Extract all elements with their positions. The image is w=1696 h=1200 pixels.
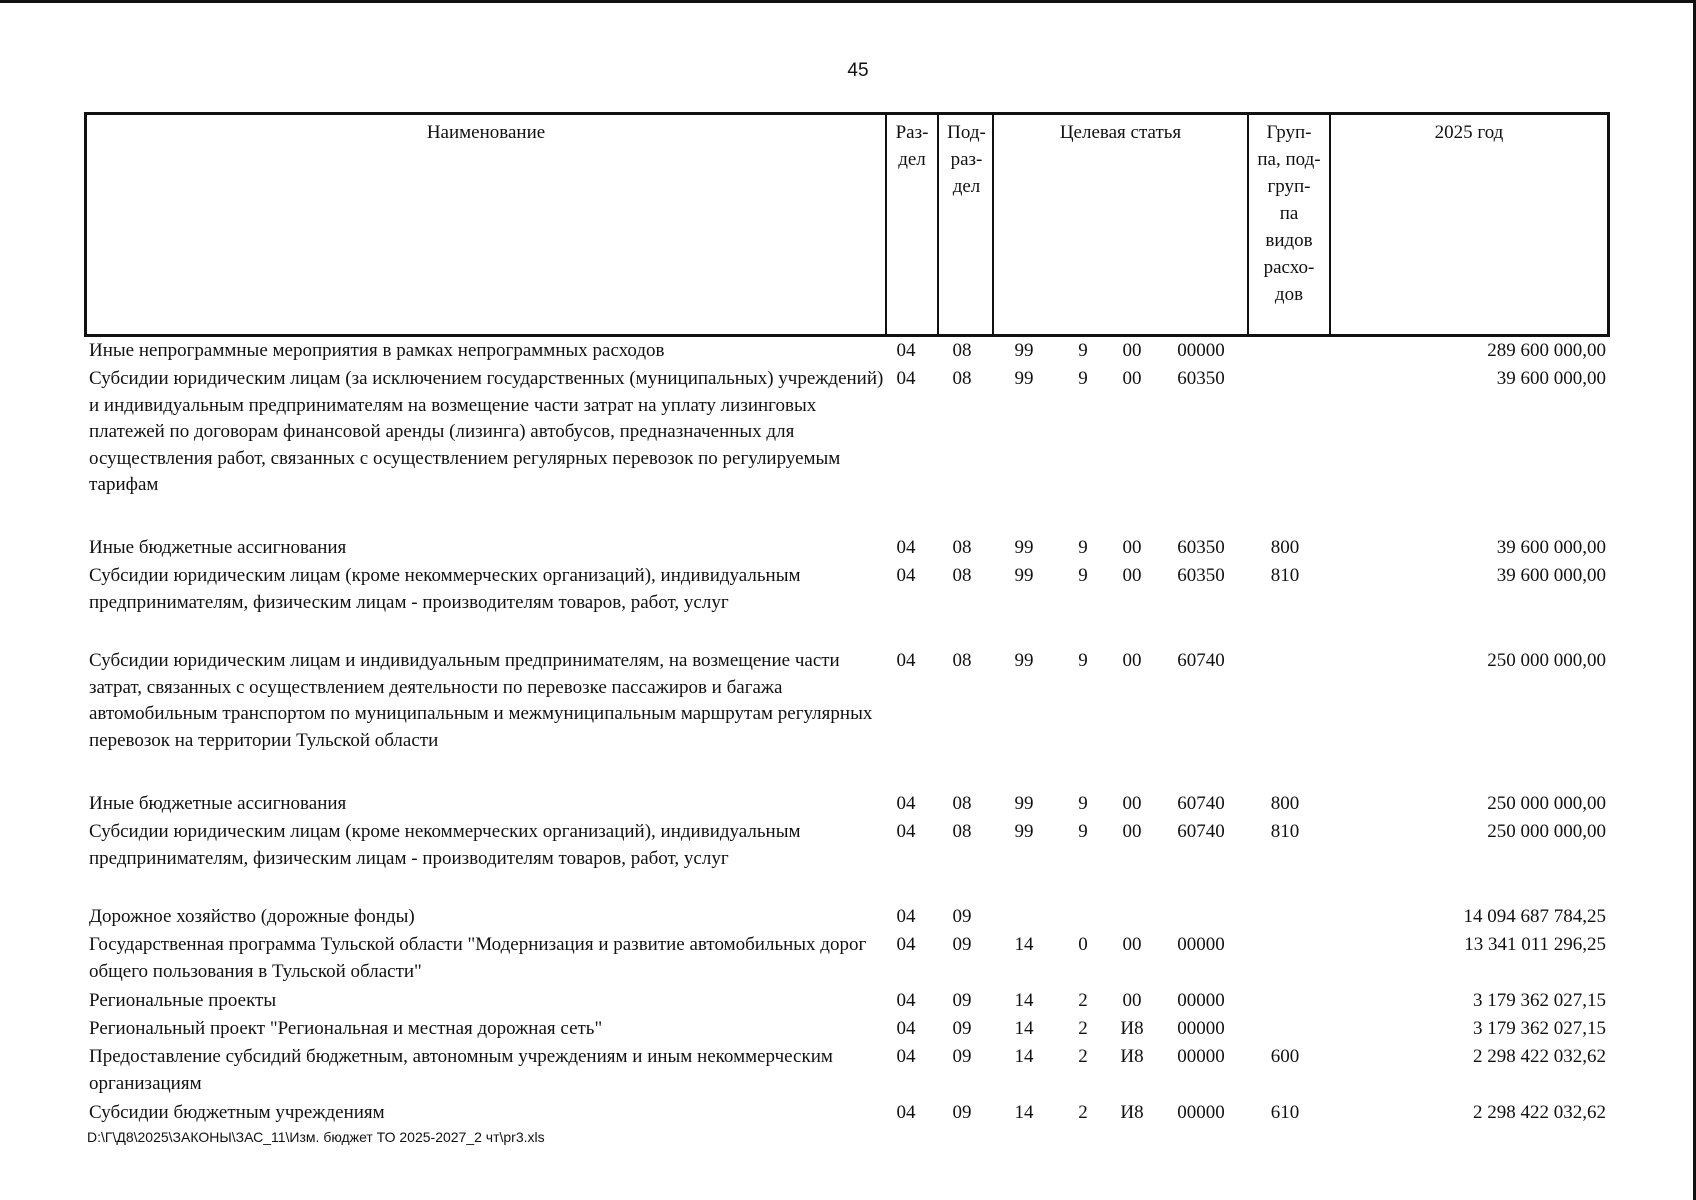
row-target-code: 00000 [1177,1102,1225,1123]
row-amount-2025: 250 000 000,00 [1487,650,1606,671]
row-podrazdel: 09 [952,906,972,927]
row-podrazdel: 09 [952,1046,972,1067]
row-name: Субсидии юридическим лицам (кроме некоммерческих организаций), индивидуальным предпринимателям, физическим лицам - производителям товаров, работ, услуг [89,821,801,869]
header-expense-group: Груп- па, под- груп- па видов расхо- дов [1249,115,1331,334]
table-header [84,112,1610,337]
row-expense-group: 810 [1270,821,1300,842]
row-target-direction: 00 [1122,368,1142,389]
row-target-direction: И8 [1120,1102,1144,1123]
row-target-code: 00000 [1177,1046,1225,1067]
header-name: Наименование [87,115,887,334]
row-amount-2025: 250 000 000,00 [1487,793,1606,814]
row-name: Иные бюджетные ассигнования [89,793,347,814]
row-expense-group: 610 [1270,1102,1300,1123]
row-amount-2025: 2 298 422 032,62 [1473,1102,1606,1123]
row-expense-group: 810 [1270,565,1300,586]
row-target-direction: 00 [1122,537,1142,558]
row-razdel: 04 [896,1018,916,1039]
row-target-direction: И8 [1120,1018,1144,1039]
row-expense-group: 600 [1270,1046,1300,1067]
row-name: Региональный проект "Региональная и местная дорожная сеть" [89,1018,603,1039]
row-target-program: 14 [1014,1102,1034,1123]
row-name: Дорожное хозяйство (дорожные фонды) [89,906,415,927]
row-target-code: 60740 [1177,793,1225,814]
row-razdel: 04 [896,793,916,814]
row-target-direction: 00 [1122,990,1142,1011]
row-target-subprogram: 9 [1078,821,1088,842]
row-razdel: 04 [896,934,916,955]
row-target-code: 00000 [1177,990,1225,1011]
row-target-program: 99 [1014,821,1034,842]
row-razdel: 04 [896,1046,916,1067]
page-number: 45 [847,60,869,81]
page-border-top [0,0,1696,3]
row-target-direction: 00 [1122,821,1142,842]
row-name: Региональные проекты [89,990,277,1011]
row-podrazdel: 09 [952,990,972,1011]
row-target-direction: 00 [1122,934,1142,955]
row-target-direction: И8 [1120,1046,1144,1067]
row-target-code: 00000 [1177,340,1225,361]
row-target-subprogram: 9 [1078,793,1088,814]
row-razdel: 04 [896,906,916,927]
row-target-code: 60740 [1177,650,1225,671]
row-name: Иные непрограммные мероприятия в рамках непрограммных расходов [89,340,665,361]
row-target-program: 14 [1014,990,1034,1011]
row-amount-2025: 39 600 000,00 [1496,565,1606,586]
row-razdel: 04 [896,565,916,586]
row-razdel: 04 [896,340,916,361]
row-target-code: 60350 [1177,537,1225,558]
row-target-subprogram: 2 [1078,1102,1088,1123]
row-target-program: 14 [1014,934,1034,955]
row-razdel: 04 [896,821,916,842]
row-target-program: 99 [1014,537,1034,558]
row-target-code: 00000 [1177,1018,1225,1039]
row-podrazdel: 09 [952,1102,972,1123]
row-target-program: 99 [1014,340,1034,361]
row-name: Иные бюджетные ассигнования [89,537,347,558]
row-name: Предоставление субсидий бюджетным, автономным учреждениям и иным некоммерческим организациям [89,1046,833,1094]
row-razdel: 04 [896,650,916,671]
row-amount-2025: 3 179 362 027,15 [1473,990,1606,1011]
row-amount-2025: 13 341 011 296,25 [1464,934,1606,955]
row-amount-2025: 289 600 000,00 [1487,340,1606,361]
row-name: Государственная программа Тульской области "Модернизация и развитие автомобильных дорог общего пользования в Тульской области" [89,934,867,982]
row-target-code: 60350 [1177,368,1225,389]
header-razdel: Раз- дел [887,115,939,334]
row-target-program: 14 [1014,1046,1034,1067]
row-amount-2025: 39 600 000,00 [1496,368,1606,389]
row-target-subprogram: 9 [1078,340,1088,361]
row-target-program: 99 [1014,565,1034,586]
row-razdel: 04 [896,1102,916,1123]
row-target-direction: 00 [1122,340,1142,361]
row-target-direction: 00 [1122,650,1142,671]
row-name: Субсидии бюджетным учреждениям [89,1102,385,1123]
row-podrazdel: 08 [952,565,972,586]
header-podrazdel: Под- раз- дел [941,115,994,334]
row-target-code: 60740 [1177,821,1225,842]
row-target-code: 60350 [1177,565,1225,586]
row-name: Субсидии юридическим лицам и индивидуальным предпринимателям, на возмещение части затрат, связанных с осуществлением деятельности по перевозке пассажиров и багажа автомобильным транспортом по муниципальным и межмуниципальным маршрутам регулярных перевозок на территории Тульской области [89,650,873,751]
row-target-subprogram: 2 [1078,1018,1088,1039]
row-target-subprogram: 9 [1078,565,1088,586]
row-amount-2025: 250 000 000,00 [1487,821,1606,842]
row-target-subprogram: 0 [1078,934,1088,955]
row-name: Субсидии юридическим лицам (за исключением государственных (муниципальных) учреждений) и индивидуальным предпринимателям на возмещение части затрат на уплату лизинговых платежей по договорам финансовой аренды (лизинга) автобусов, предназначенных для осуществления работ, связанных с осуществлением регулярных перевозок по регулируемым тарифам [89,368,884,495]
row-podrazdel: 08 [952,368,972,389]
row-target-code: 00000 [1177,934,1225,955]
row-podrazdel: 08 [952,821,972,842]
row-podrazdel: 08 [952,793,972,814]
header-year-2025: 2025 год [1434,122,1504,143]
row-target-program: 99 [1014,650,1034,671]
row-target-subprogram: 9 [1078,537,1088,558]
row-target-direction: 00 [1122,565,1142,586]
row-razdel: 04 [896,368,916,389]
row-podrazdel: 08 [952,650,972,671]
row-amount-2025: 2 298 422 032,62 [1473,1046,1606,1067]
row-target-subprogram: 2 [1078,990,1088,1011]
row-amount-2025: 14 094 687 784,25 [1463,906,1606,927]
row-razdel: 04 [896,537,916,558]
row-podrazdel: 09 [952,1018,972,1039]
row-target-program: 14 [1014,1018,1034,1039]
row-amount-2025: 39 600 000,00 [1496,537,1606,558]
file-path-footer: D:\Г\Д8\2025\ЗАКОНЫ\ЗАС_11\Изм. бюджет ТО 2025-2027_2 чт\pr3.xls [87,1129,545,1145]
row-podrazdel: 09 [952,934,972,955]
header-target-article: Целевая статья [994,115,1249,334]
row-target-subprogram: 2 [1078,1046,1088,1067]
row-target-subprogram: 9 [1078,650,1088,671]
row-razdel: 04 [896,990,916,1011]
row-podrazdel: 08 [952,537,972,558]
row-target-subprogram: 9 [1078,368,1088,389]
row-target-program: 99 [1014,368,1034,389]
row-target-direction: 00 [1122,793,1142,814]
row-expense-group: 800 [1270,537,1300,558]
row-podrazdel: 08 [952,340,972,361]
row-expense-group: 800 [1270,793,1300,814]
row-name: Субсидии юридическим лицам (кроме некоммерческих организаций), индивидуальным предпринимателям, физическим лицам - производителям товаров, работ, услуг [89,565,801,613]
row-amount-2025: 3 179 362 027,15 [1473,1018,1606,1039]
row-target-program: 99 [1014,793,1034,814]
